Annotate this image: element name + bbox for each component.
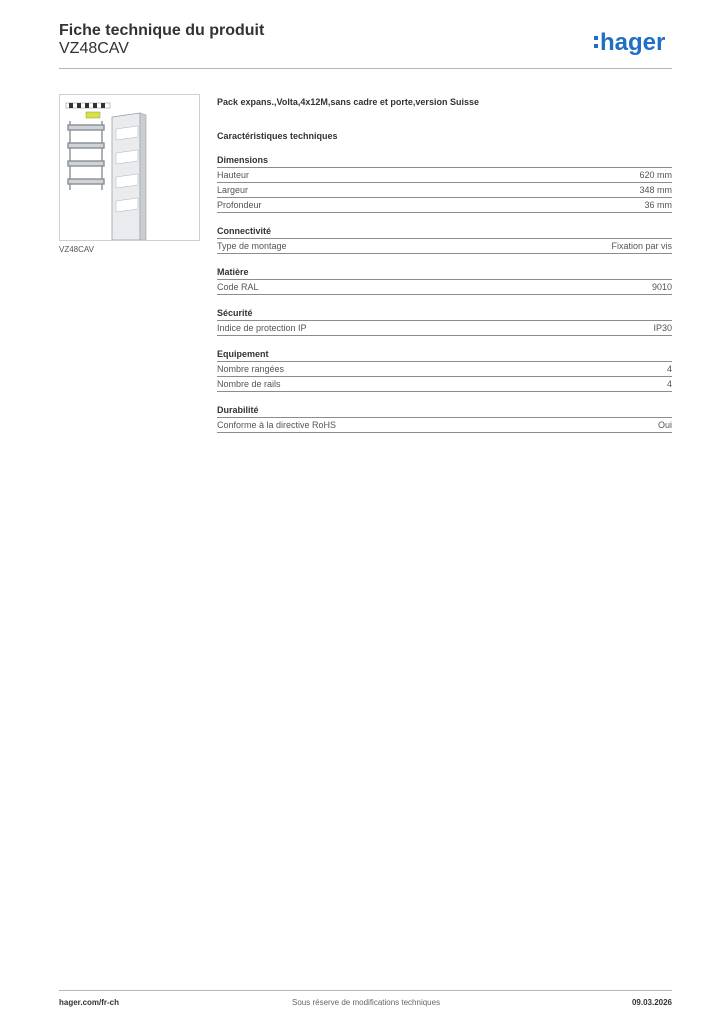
spec-value: 9010 [651, 282, 672, 292]
spec-row [217, 377, 672, 392]
spec-group-title: Durabilité [217, 404, 672, 418]
spec-group-durability [217, 404, 672, 433]
page-title: Fiche technique du produit [59, 22, 265, 39]
footer-date: 09.03.2026 [631, 998, 672, 1007]
footer-website: hager.com/fr-ch [59, 998, 120, 1007]
spec-label: Indice de protection IP [217, 323, 307, 333]
spec-label: Profondeur [217, 200, 262, 210]
spec-value: 620 mm [639, 170, 672, 180]
footer-divider [59, 990, 672, 991]
spec-group-dimensions [217, 154, 672, 213]
spec-value: IP30 [653, 323, 672, 333]
spec-group-title: Matière [217, 266, 672, 280]
rail-frame-icon [68, 121, 104, 190]
spec-row [217, 198, 672, 213]
footer-disclaimer: Sous réserve de modifications techniques [292, 998, 441, 1007]
spec-label: Largeur [217, 185, 249, 195]
spec-value: 36 mm [644, 200, 672, 210]
spec-row [217, 183, 672, 198]
spec-value: Oui [657, 420, 672, 430]
spec-label: Conforme à la directive RoHS [217, 420, 337, 430]
product-description: Pack expans.,Volta,4x12M,sans cadre et porte,version Suisse [217, 97, 479, 107]
spec-group-title: Dimensions [217, 154, 672, 168]
spec-row [217, 418, 672, 433]
spec-value: 4 [666, 379, 672, 389]
spec-label: Hauteur [217, 170, 250, 180]
logo-text: hager [600, 29, 666, 56]
product-details [217, 96, 672, 433]
product-reference: VZ48CAV [59, 40, 129, 57]
spec-group-equipment [217, 348, 672, 392]
spec-label: Nombre de rails [217, 379, 281, 389]
spec-value: 348 mm [639, 185, 672, 195]
cover-panel-icon [112, 113, 146, 240]
spec-label: Type de montage [217, 241, 287, 251]
spec-label: Code RAL [217, 282, 259, 292]
spec-value: Fixation par vis [611, 241, 672, 251]
spec-value: 4 [666, 364, 672, 374]
spec-row [217, 168, 672, 183]
spec-group-connectivity [217, 225, 672, 254]
spec-row [217, 239, 672, 254]
spec-group-security [217, 307, 672, 336]
spec-group-title: Sécurité [217, 307, 672, 321]
spec-row [217, 321, 672, 336]
distribution-panel-kit-image [60, 95, 199, 240]
spec-row [217, 280, 672, 295]
product-image [59, 94, 200, 241]
spec-group-material [217, 266, 672, 295]
label-strip-icon [66, 103, 110, 118]
spec-group-title: Connectivité [217, 225, 672, 239]
header-divider [59, 68, 672, 69]
hager-logo [592, 27, 674, 57]
spec-label: Nombre rangées [217, 364, 285, 374]
specs-heading: Caractéristiques techniques [217, 131, 338, 141]
spec-row [217, 362, 672, 377]
image-caption: VZ48CAV [59, 245, 94, 254]
spec-group-title: Equipement [217, 348, 672, 362]
